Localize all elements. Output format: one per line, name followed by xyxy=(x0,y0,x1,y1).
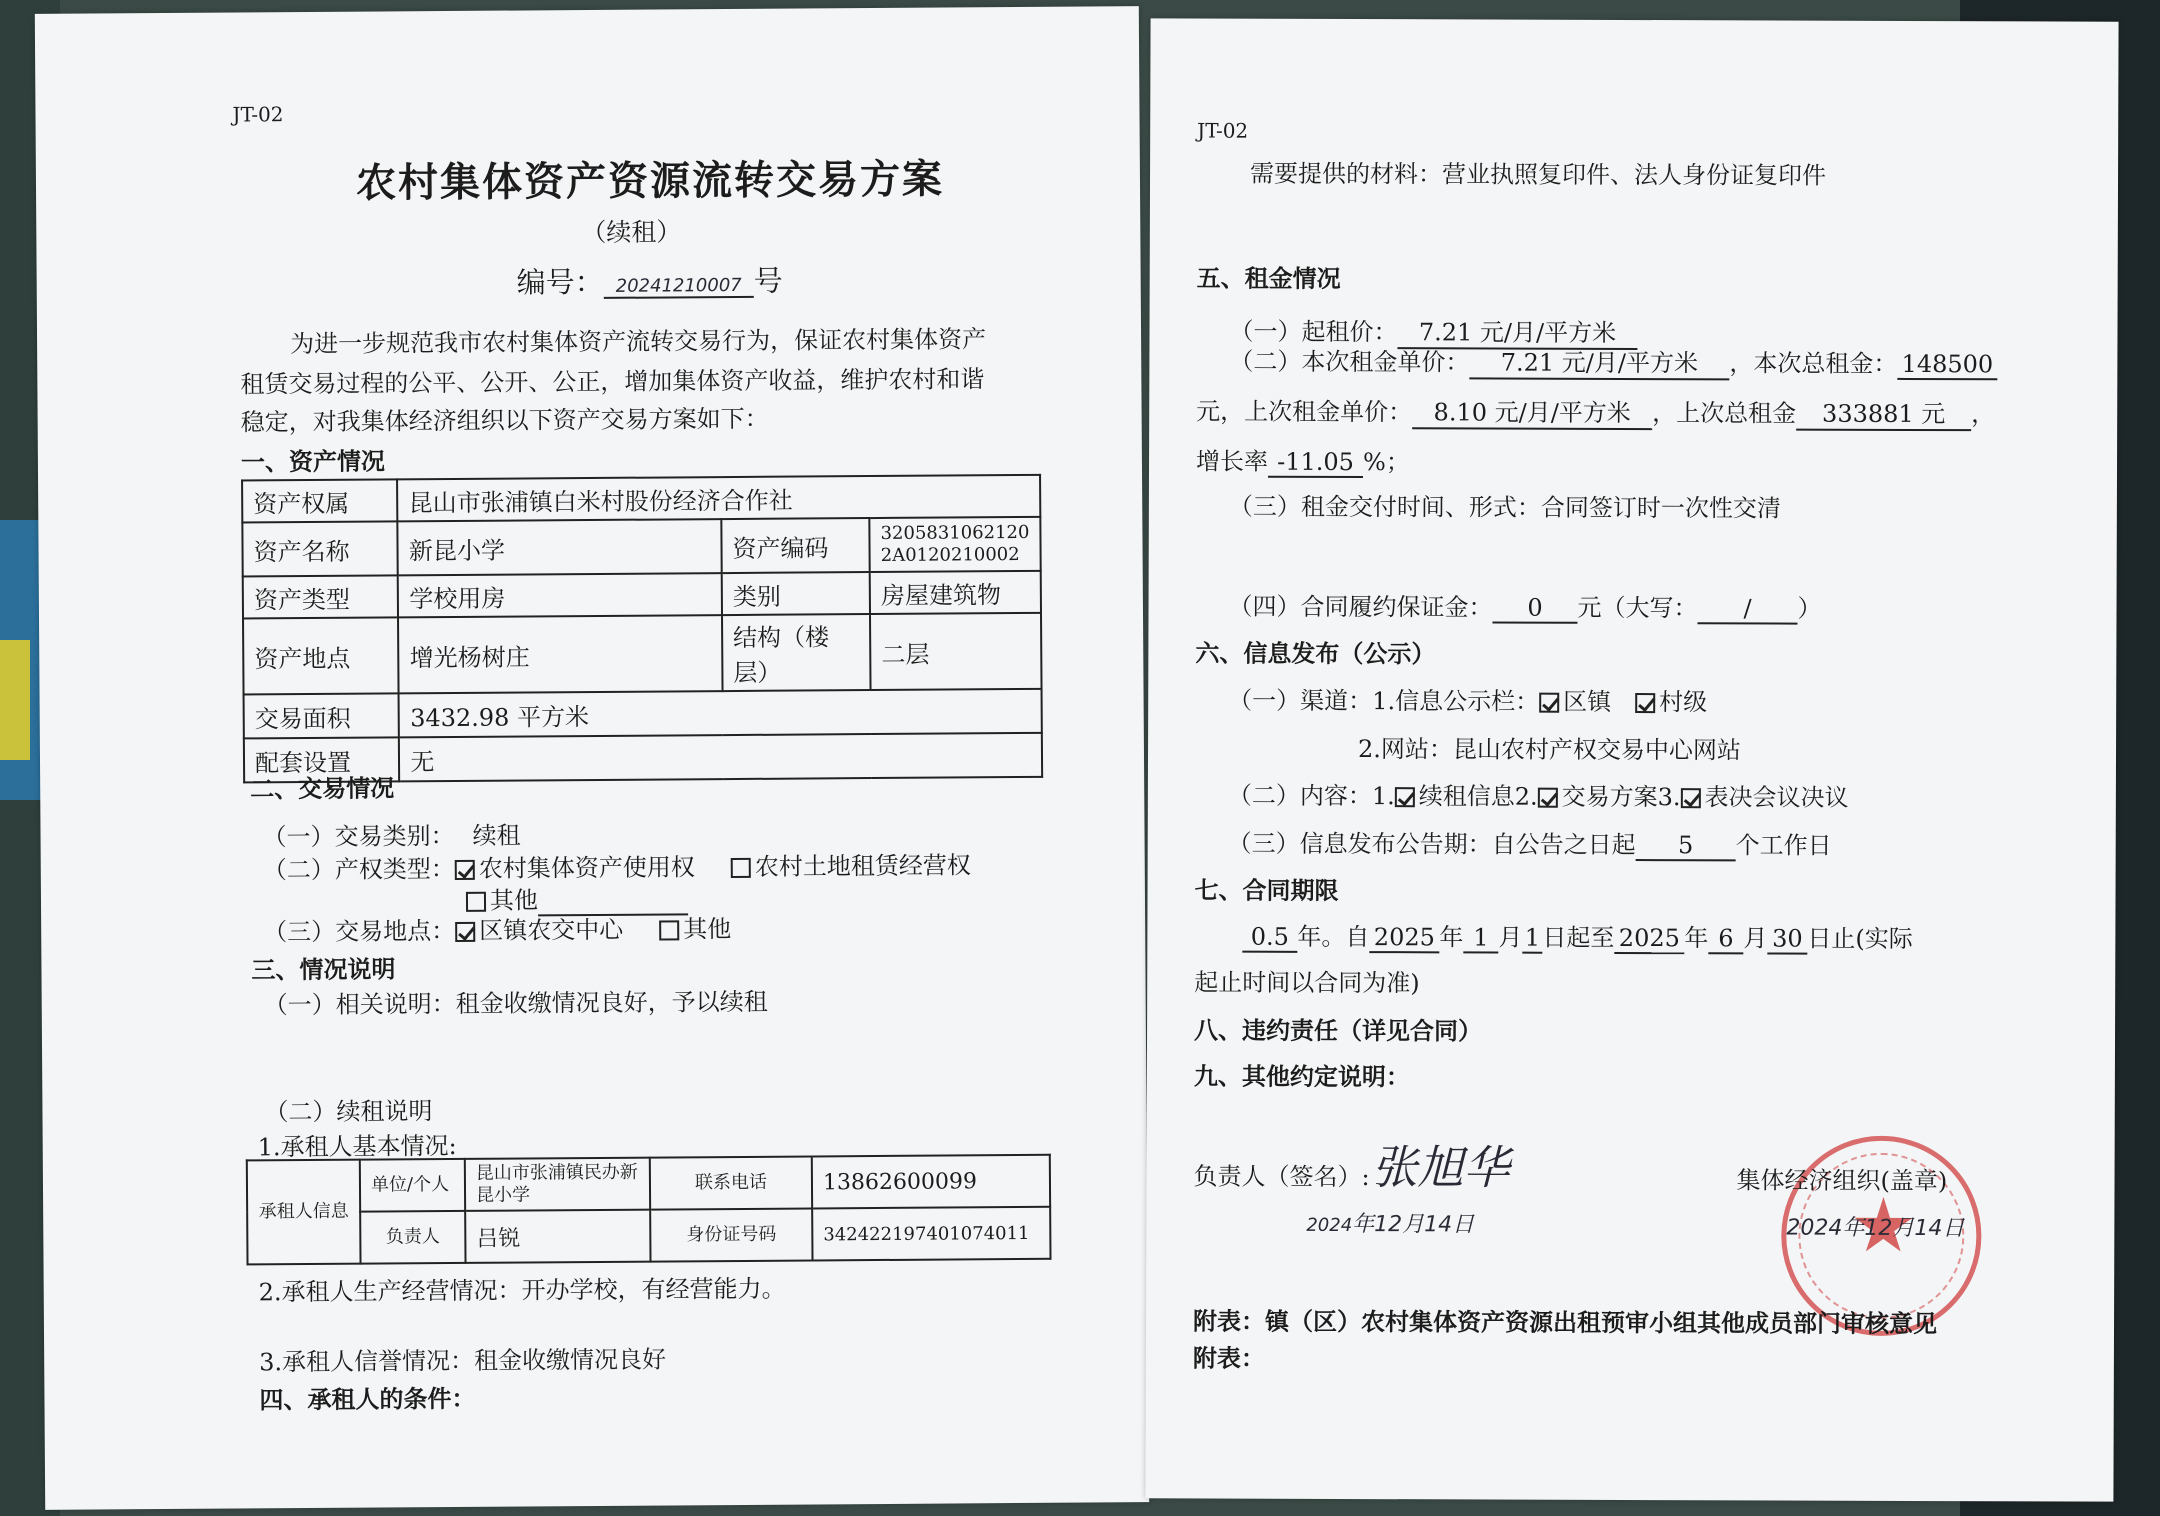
document-title: 农村集体资产资源流转交易方案 xyxy=(355,155,945,207)
content-num-2: 2. xyxy=(1514,782,1538,811)
period-line xyxy=(1228,824,1832,862)
id-value: 342422197401074011 xyxy=(812,1207,1050,1261)
materials-line: 需要提供的材料：营业执照复印件、法人身份证复印件 xyxy=(1249,159,1827,190)
channel-opt2-checkbox xyxy=(1635,693,1655,713)
growth-line xyxy=(1196,441,1410,478)
deposit-label: （四）合同履约保证金： xyxy=(1228,592,1493,622)
attachment-line-2: 附表： xyxy=(1192,1343,1265,1373)
area-value: 3432.98 平方米 xyxy=(399,689,1042,737)
term-text-from: 日起至 xyxy=(1542,923,1615,952)
id-label: 身份证号码 xyxy=(650,1208,812,1261)
deposit-close: ） xyxy=(1797,594,1822,623)
serial-suffix: 号 xyxy=(753,263,783,298)
signature: 张旭华 xyxy=(1371,1140,1510,1195)
channel-label: （一）渠道：1.信息公示栏： xyxy=(1228,686,1540,716)
term-years: 0.5 xyxy=(1242,923,1297,953)
content-opt3-label: 表决会议决议 xyxy=(1704,783,1849,812)
trade-type-line xyxy=(262,816,520,853)
trade-place-line xyxy=(263,909,731,947)
end-month-unit: 月 xyxy=(1743,924,1768,953)
facility-value: 无 xyxy=(399,733,1042,781)
place-opt2-checkbox xyxy=(659,920,679,940)
start-price-label: （一）起租价： xyxy=(1229,317,1398,347)
start-day: 1 xyxy=(1522,924,1542,954)
unit-price-line xyxy=(1229,342,1997,382)
org-date: 2024年12月14日 xyxy=(1786,1215,1965,1242)
person-value: 吕锐 xyxy=(465,1210,650,1263)
intro-line-3: 稳定，对我集体经济组织以下资产交易方案如下： xyxy=(240,404,769,437)
structure-value: 二层 xyxy=(870,613,1041,690)
term-line xyxy=(1242,917,1912,955)
sign-date-year: 2024 xyxy=(1306,1214,1353,1237)
asset-type-value: 学校用房 xyxy=(398,573,722,617)
asset-code-value xyxy=(869,517,1040,572)
sign-date-rest: 年12月14日 xyxy=(1352,1212,1475,1238)
facility-label: 配套设置 xyxy=(244,737,400,782)
start-price-value: 7.21 元/月/平方米 xyxy=(1397,312,1637,350)
unit-label: 单位/个人 xyxy=(360,1159,465,1212)
term-text-1: 年。自 xyxy=(1297,922,1370,952)
serial-line xyxy=(517,259,783,302)
phone-label: 联系电话 xyxy=(650,1156,812,1209)
asset-type-label: 资产类型 xyxy=(243,575,399,618)
deposit-line xyxy=(1228,587,1821,625)
channel-opt1-label: 区镇 xyxy=(1563,687,1612,716)
channel-line xyxy=(1228,681,1707,718)
start-month: 1 xyxy=(1463,923,1498,953)
period-label: （三）信息发布公告期：自公告之日起 xyxy=(1227,829,1636,860)
attachment-line-1: 附表：镇（区）农村集体资产资源出租预审小组其他成员部门审核意见 xyxy=(1192,1306,1938,1339)
asset-code-label: 资产编码 xyxy=(721,518,870,573)
section-heading-other: 九、其他约定说明： xyxy=(1193,1061,1410,1092)
last-total-value: 333881 元 xyxy=(1796,394,1971,432)
section-heading-assets: 一、资产情况 xyxy=(240,446,386,477)
place-opt1-checkbox xyxy=(455,922,475,942)
trade-type-value: 续租 xyxy=(472,821,521,850)
section-heading-trade: 二、交易情况 xyxy=(250,773,395,804)
total-value: 148500 xyxy=(1897,350,1997,380)
channel-opt1-checkbox xyxy=(1539,693,1559,713)
serial-value: 20241210007 xyxy=(604,275,754,299)
last-total-comma: ， xyxy=(1971,400,1996,429)
lessee-table xyxy=(246,1154,1052,1266)
end-day: 30 xyxy=(1767,924,1807,954)
end-year: 2025 xyxy=(1614,924,1684,954)
lessee-credit: 3.承租人信誉情况：租金收缴情况良好 xyxy=(259,1345,667,1377)
trade-place-label: （三）交易地点： xyxy=(263,916,456,947)
start-year-unit: 年 xyxy=(1439,923,1464,952)
section-heading-liability: 八、违约责任（详见合同） xyxy=(1194,1015,1483,1046)
last-price-line xyxy=(1196,391,1995,431)
content-num-1: 1. xyxy=(1371,782,1395,811)
term-text-end: 日止(实际 xyxy=(1807,924,1913,953)
deposit-value: 0 xyxy=(1492,594,1577,624)
growth-label: 增长率 xyxy=(1195,447,1269,476)
content-opt2-label: 交易方案 xyxy=(1561,782,1658,812)
intro-line-2: 租赁交易过程的公平、公开、公正，增加集体资产收益，维护农村和谐 xyxy=(240,365,985,399)
content-opt1-checkbox xyxy=(1395,787,1415,807)
deposit-unit: 元（大写： xyxy=(1577,593,1698,623)
payment-line: （三）租金交付时间、形式：合同签订时一次性交清 xyxy=(1228,492,1781,523)
unit-price-label: （二）本次租金单价： xyxy=(1229,347,1470,377)
intro-line-1: 为进一步规范我市农村集体资产流转交易行为，保证农村集体资产 xyxy=(290,325,987,359)
last-price-value: 8.10 元/月/平方米 xyxy=(1412,392,1652,430)
property-type-label: （二）产权类型： xyxy=(262,854,455,885)
trade-type-label: （一）交易类别： xyxy=(262,821,455,852)
desk-book-yellow xyxy=(0,640,30,760)
owner-label: 资产权属 xyxy=(242,479,398,522)
document-subtitle: （续租） xyxy=(581,217,682,248)
form-code: JT-02 xyxy=(232,102,284,127)
asset-name-value: 新昆小学 xyxy=(398,519,722,575)
owner-value: 昆山市张浦镇白米村股份经济合作社 xyxy=(397,475,1040,521)
end-year-unit: 年 xyxy=(1684,924,1709,953)
total-label: ，本次总租金： xyxy=(1729,349,1898,378)
section-heading-conditions: 四、承租人的条件： xyxy=(259,1383,476,1415)
period-value: 5 xyxy=(1636,831,1736,861)
place-opt1-label: 区镇农交中心 xyxy=(479,915,624,945)
property-opt3-checkbox xyxy=(466,892,486,912)
deposit-caps: / xyxy=(1697,594,1797,624)
phone-value: 13862600099 xyxy=(812,1155,1050,1209)
asset-code-line-2: 2A0120210002 xyxy=(880,544,1020,566)
start-month-unit: 月 xyxy=(1498,923,1523,952)
category-value: 房屋建筑物 xyxy=(870,571,1041,614)
section-heading-publish: 六、信息发布（公示） xyxy=(1195,638,1436,669)
term-note: 起止时间以合同为准) xyxy=(1194,968,1420,998)
renewal-heading: （二）续租说明 xyxy=(264,1097,433,1127)
property-opt1-label: 农村集体资产使用权 xyxy=(478,853,695,883)
content-opt3-checkbox xyxy=(1681,788,1701,808)
related-note: （一）相关说明：租金收缴情况良好，予以续租 xyxy=(263,987,768,1020)
content-opt2-checkbox xyxy=(1538,788,1558,808)
content-line xyxy=(1228,776,1849,813)
location-label: 资产地点 xyxy=(243,617,399,694)
unit-value: 昆山市张浦镇民办新昆小学 xyxy=(465,1158,650,1211)
asset-table xyxy=(241,474,1043,784)
location-value: 增光杨树庄 xyxy=(398,615,722,693)
section-heading-term: 七、合同期限 xyxy=(1194,875,1339,905)
last-total-label: ，上次总租金 xyxy=(1652,399,1797,428)
start-year: 2025 xyxy=(1369,923,1439,953)
content-opt1-label: 续租信息 xyxy=(1418,782,1515,811)
website-line: 2.网站：昆山农村产权交易中心网站 xyxy=(1357,735,1741,765)
area-label: 交易面积 xyxy=(244,693,400,738)
org-label: 集体经济组织(盖章) xyxy=(1736,1166,1948,1196)
document-page-left xyxy=(35,6,1149,1510)
property-opt2-label: 农村土地租赁经营权 xyxy=(754,851,971,881)
content-label: （二）内容： xyxy=(1227,781,1372,811)
unit-price-value: 7.21 元/月/平方米 xyxy=(1469,342,1729,380)
person-label: 负责人 xyxy=(360,1211,465,1264)
place-opt2-label: 其他 xyxy=(683,915,732,944)
property-opt2-checkbox xyxy=(731,858,751,878)
last-price-prefix: 元，上次租金单价： xyxy=(1196,397,1413,427)
lessee-basic-heading: 1.承租人基本情况: xyxy=(257,1131,457,1162)
serial-label: 编号： xyxy=(516,264,604,300)
lessee-info-label: 承租人信息 xyxy=(247,1160,361,1265)
channel-opt2-label: 村级 xyxy=(1659,688,1708,717)
asset-name-label: 资产名称 xyxy=(242,521,398,576)
content-num-3: 3. xyxy=(1657,783,1681,812)
signer-label: 负责人（签名）: xyxy=(1193,1162,1370,1192)
section-heading-rent: 五、租金情况 xyxy=(1196,263,1341,293)
asset-code-line-1: 3205831062120 xyxy=(880,521,1030,544)
document-page-right xyxy=(1145,18,2118,1501)
period-unit: 个工作日 xyxy=(1735,831,1832,860)
form-code-right: JT-02 xyxy=(1197,118,1249,143)
property-opt1-checkbox xyxy=(455,860,475,880)
property-opt3-label: 其他 xyxy=(489,886,539,915)
growth-suffix: %； xyxy=(1362,448,1410,477)
section-heading-notes: 三、情况说明 xyxy=(251,954,396,985)
category-label: 类别 xyxy=(722,572,870,615)
structure-label: 结构（楼层） xyxy=(722,614,871,691)
growth-value: -11.05 xyxy=(1268,448,1363,478)
lessee-business: 2.承租人生产经营情况：开办学校，有经营能力。 xyxy=(258,1274,786,1307)
end-month: 6 xyxy=(1708,924,1743,954)
sign-date xyxy=(1306,1207,1474,1239)
